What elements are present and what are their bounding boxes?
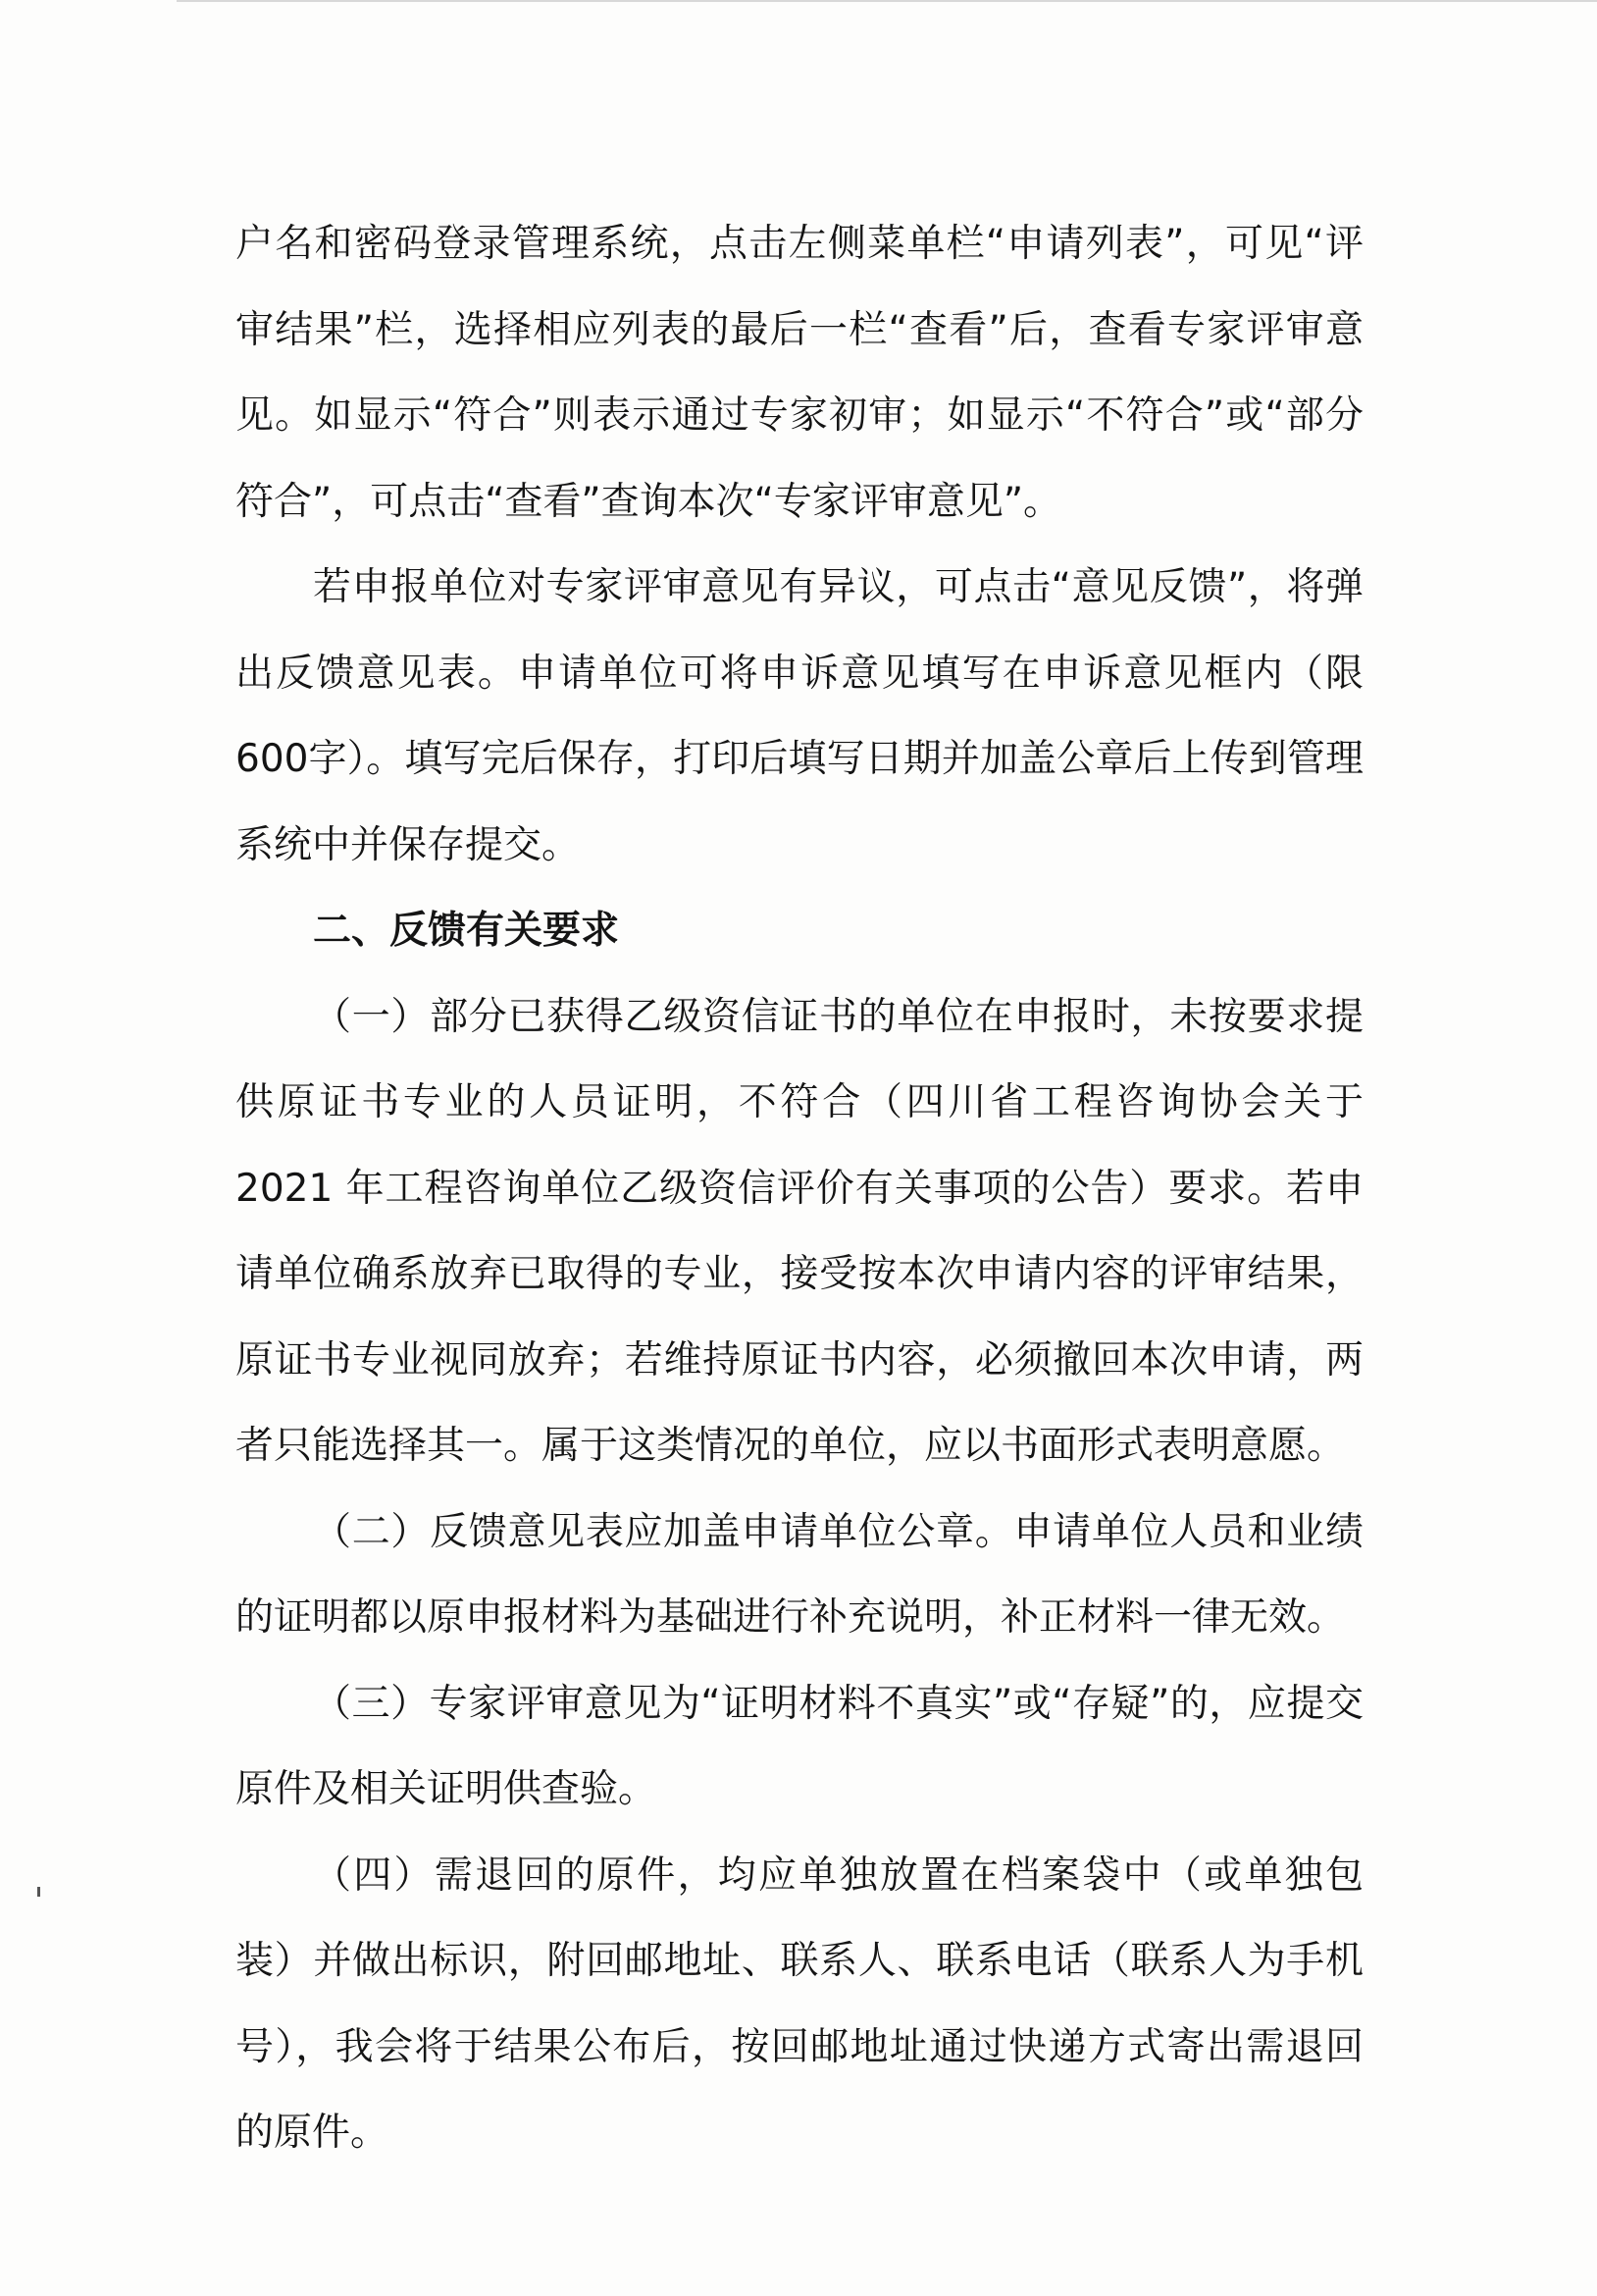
paragraph-requirement-1: （一）部分已获得乙级资信证书的单位在申报时，未按要求提供原证书专业的人员证明，不符合（四川省工程咨询协会关于 2021 年工程咨询单位乙级资信评价有关事项的公告）要求。若申请单位确系放弃已取得的专业，接受按本次申请内容的评审结果，原证书专业视同放弃；若维持原证书内容，必须撤回本次申请，两者只能选择其一。属于这类情况的单位，应以书面形式表明意愿。 xyxy=(235,994,1364,1468)
paragraph-login-instructions: 户名和密码登录管理系统，点击左侧菜单栏“申请列表”，可见“评审结果”栏，选择相应列表的最后一栏“查看”后，查看专家评审意见。如显示“符合”则表示通过专家初审；如显示“不符合”或“部分符合”，可点击“查看”查询本次“专家评审意见”。 xyxy=(235,222,1364,524)
document-body xyxy=(235,201,1364,2176)
paragraph-requirement-3: （三）专家评审意见为“证明材料不真实”或“存疑”的，应提交原件及相关证明供查验。 xyxy=(235,1681,1364,1811)
paragraph-requirement-4: （四）需退回的原件，均应单独放置在档案袋中（或单独包装）并做出标识，附回邮地址、联系人、联系电话（联系人为手机号），我会将于结果公布后，按回邮地址通过快递方式寄出需退回的原件。 xyxy=(235,1852,1364,2155)
section-heading: 二、反馈有关要求 xyxy=(313,909,620,953)
page-top-edge xyxy=(177,0,1597,2)
paragraph-requirement-2: （二）反馈意见表应加盖申请单位公章。申请单位人员和业绩的证明都以原申报材料为基础进行补充说明，补正材料一律无效。 xyxy=(235,1509,1364,1640)
paragraph-objection-feedback: 若申报单位对专家评审意见有异议，可点击“意见反馈”，将弹出反馈意见表。申请单位可将申诉意见填写在申诉意见框内（限600字）。填写完后保存，打印后填写日期并加盖公章后上传到管理系统中并保存提交。 xyxy=(235,565,1364,867)
margin-mark xyxy=(37,1887,40,1897)
